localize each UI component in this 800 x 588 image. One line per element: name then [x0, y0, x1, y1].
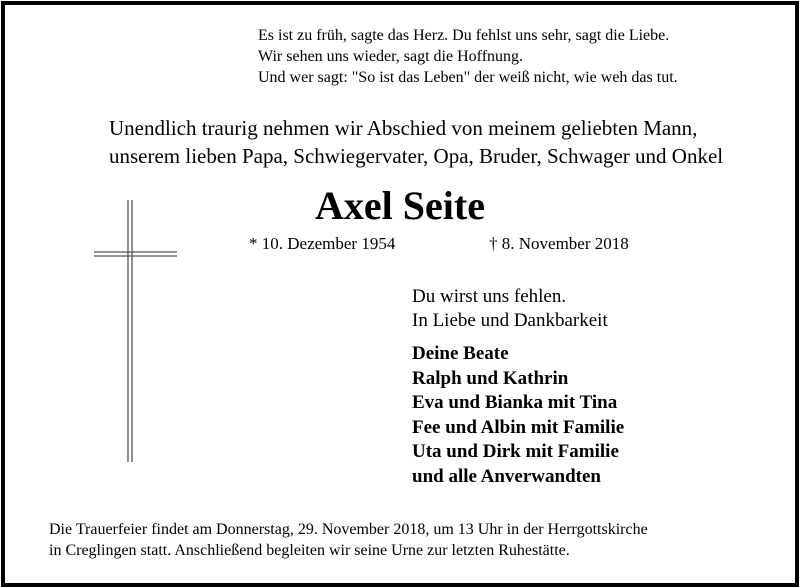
service-line: in Creglingen statt. Anschließend begleiten wir seine Urne zur letzten Ruhestätte. [49, 542, 570, 559]
family-member: Fee und Albin mit Familie [412, 416, 625, 438]
farewell-line: Du wirst uns fehlen. [412, 286, 567, 307]
family-member: Ralph und Kathrin [412, 367, 569, 389]
intro-line: unserem lieben Papa, Schwiegervater, Opa, Bruder, Schwager und Onkel [109, 144, 724, 168]
family-member: Uta und Dirk mit Familie [412, 441, 619, 462]
cross-icon [91, 200, 181, 470]
deceased-name: Axel Seite [315, 183, 485, 228]
poem-line: Wir sehen uns wieder, sagt die Hoffnung. [258, 48, 524, 65]
birth-date: * 10. Dezember 1954 [249, 234, 396, 253]
intro-line: Unendlich traurig nehmen wir Abschied von meinem geliebten Mann, [109, 116, 698, 140]
family-list [412, 342, 624, 489]
poem-line: Es ist zu früh, sagte das Herz. Du fehlst uns sehr, sagt die Liebe. [258, 27, 670, 44]
farewell-text [412, 285, 608, 333]
service-info [49, 519, 648, 561]
farewell-line: In Liebe und Dankbarkeit [412, 310, 608, 331]
poem-line: Und wer sagt: "So ist das Leben" der weiß nicht, wie weh das tut. [258, 69, 678, 86]
intro-text [109, 114, 723, 170]
family-member: Eva und Bianka mit Tina [412, 392, 618, 413]
family-member: Deine Beate [412, 343, 509, 364]
service-line: Die Trauerfeier findet am Donnerstag, 29. November 2018, um 13 Uhr in der Herrgottskirche [49, 521, 648, 538]
death-date: † 8. November 2018 [489, 234, 629, 253]
family-member: und alle Anverwandten [412, 465, 601, 487]
obituary-frame [1, 1, 799, 587]
poem [258, 25, 678, 88]
